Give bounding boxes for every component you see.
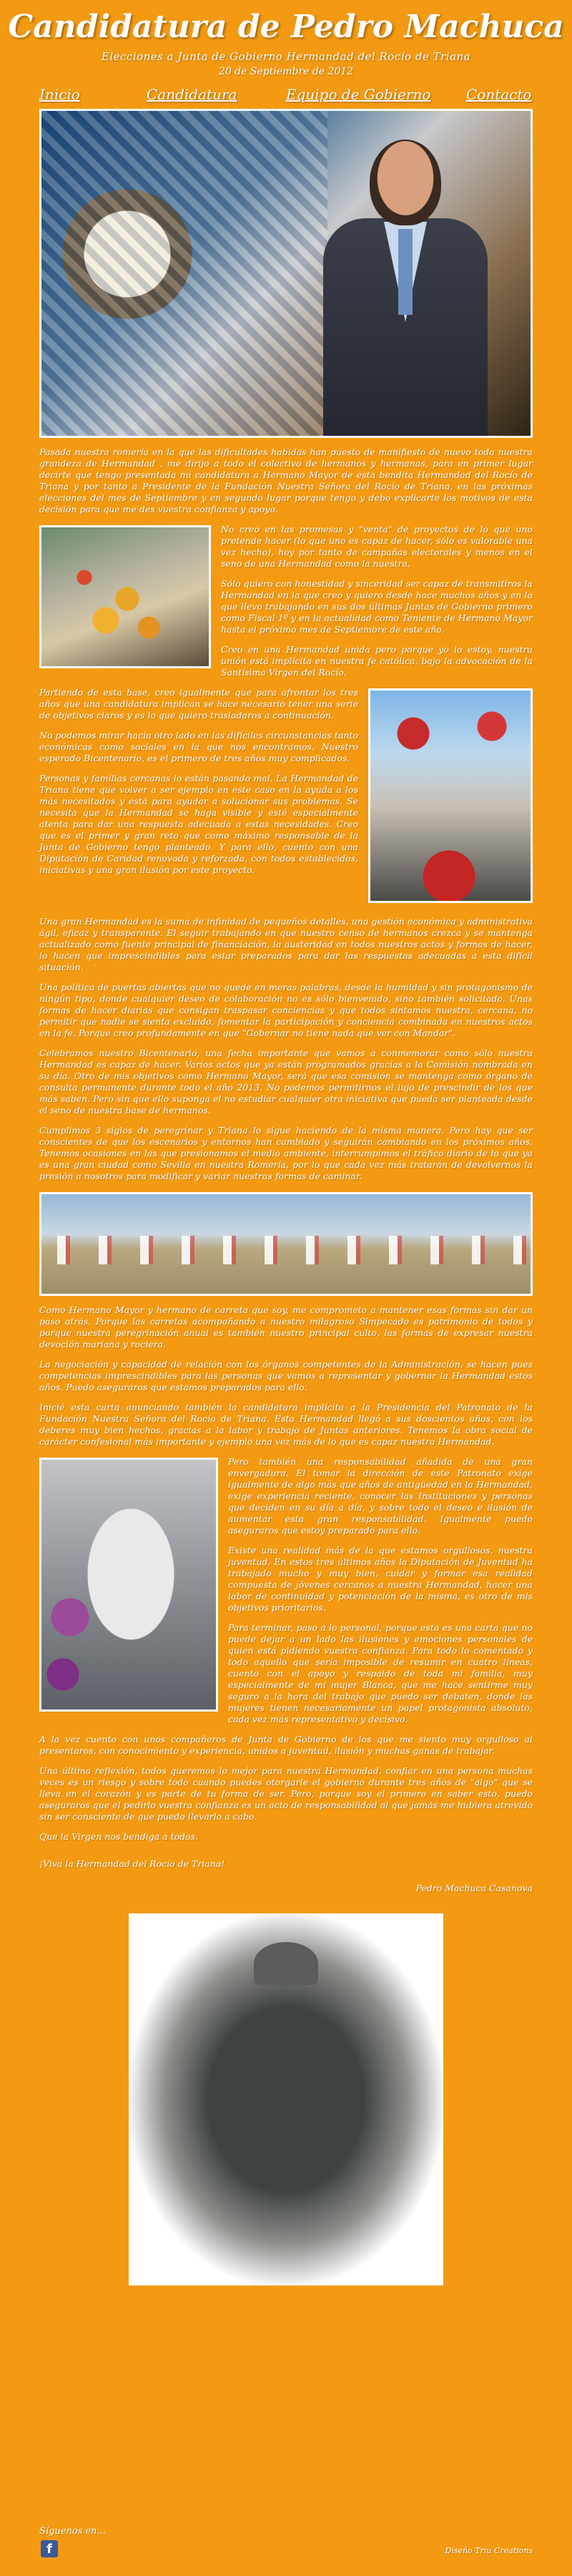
- silver-altar-photo: [39, 1458, 218, 1712]
- oranges-photo: [39, 525, 211, 668]
- paragraph: Existe una realidad más de la que estamos orgullosos, nuestra juventud. En estos tres últimos años la Diputación de Juventud ha trabajado mucho y muy bien, cuidar y formar esa realidad compuesta de jóvenes cercanos a nuestra Hermandad, hacer una labor de continuidad y potenciación de la misma, es otro de mis objetivos prioritarios.: [228, 1545, 533, 1613]
- nav-equipo-de-gobierno[interactable]: Equipo de Gobierno: [286, 86, 431, 103]
- nav-candidatura[interactable]: Candidatura: [147, 86, 237, 103]
- paragraph: Cumplimos 3 siglos de peregrinar y Triana lo sigue haciendo de la misma manera. Pero hay que ser conscientes de que los escenarios y entornos han cambiado y seguirán cambiando en los próximos años. Tenemos ocasiones en las que presionamos el medio ambiente, interrumpimos el tráfico diario de lo que ya es una gran ciudad como Sevilla en nuestra Romería, por lo que cada vez más tratarán de devolvernos la presión a nosotros para modificar y variar nuestras formas de caminar.: [39, 1125, 533, 1181]
- virgin-shrine-photo: [129, 1913, 443, 2285]
- paragraph: Una última reflexión, todos queremos lo mejor para nuestra Hermandad, confiar en una persona muchas veces es un riesgo y sobre todo cuando puedes otorgarle el gobierno durante tres años de "algo" que se lleva en el corazón y es parte de tu forma de ser. Pero, porque soy el primero en saber esto, puedo aseguraros que el pedirlo vuestra confianza es un acto de responsabilidad al que jamás me hubiera atrevido sin ser consciente de que puedo llevarlo a cabo.: [39, 1765, 533, 1822]
- follow-us-label: Síguenos en...: [39, 2526, 106, 2537]
- election-date: 20 de Septiembre de 2012: [218, 66, 354, 77]
- paragraph: Celebramos nuestro Bicentenario, una fecha importante que vamos a conmemorar como sólo nuestra Hermandad es capaz de hacer. Varios actos que ya están programados gracias a la Comisión nombrada en su día. Otro de mis objetivos como Hermano Mayor, será que esa comisión se mantenga como órgano de consulta permanente durante todo el año 2013. No podemos permitirnos el lujo de prescindir de los que más saben. Pero sin que ello suponga el no estudiar cualquier otra iniciativa que pueda ser planteada desde el seno de nuestra base de hermanos.: [39, 1048, 533, 1116]
- simpecado-carriage-photo: [368, 688, 533, 903]
- tie-shape: [398, 229, 413, 315]
- paragraph: La negociación y capacidad de relación con los órganos competentes de la Administración, se hacen pues competencias imprescindibles para las personas que vamos a representar y gobernar la Hermandad estos años. Puedo aseguraros que estamos preparados para ello.: [39, 1359, 533, 1392]
- facebook-icon[interactable]: f: [41, 2540, 58, 2557]
- signature: Pedro Machuca Casanova: [415, 1883, 533, 1893]
- site-footer: [39, 2526, 533, 2569]
- paragraph: Personas y familias cercanas lo están pasando mal. La Hermandad de Triana tiene que volver a ser ejemplo en este caso en la ayuda a los más necesitados y está para ayudar a solucionar sus problemas. Se necesita que la Hermandad se haga visible y esté especialmente atenta para dar una respuesta adecuada a estas necesidades. Creo que es el primer y gran reto que como máximo responsable de la Junta de Gobierno tengo planteado. Y para ello, cuento con una Diputación de Caridad renovada y reforzada, con todos establecidos, iniciativas y una gran ilusión por este proyecto.: [39, 773, 358, 875]
- main-nav: [0, 83, 572, 104]
- paragraph: No creo en las promesas y "venta" de proyectos de lo que uno pretende hacer (lo que uno es capaz de hacer, sólo es valorable una vez hecho), hoy por tanto de campañas electorales y menos en el seno de una Hermandad como la nuestra.: [221, 524, 533, 569]
- main-content: [39, 109, 533, 2285]
- paragraph: Sólo quiero con honestidad y sinceridad ser capaz de transmitiros la Hermandad en la que creo y quiero desde hace muchos años y en la que llevo trabajando en sus dos últimas Juntas de Gobierno primero como Fiscal 1º y en la actualidad como Teniente de Hermano Mayor hasta el próximo mes de Septiembre de este año.: [221, 578, 533, 635]
- paragraph: Creo en una Hermandad unida pero porque yo lo estoy, nuestra unión está implícita en nuestra fe católica, bajo la advocación de la Santísima Virgen del Rocío.: [221, 644, 533, 678]
- candidate-portrait: [323, 132, 488, 438]
- paragraph: Una política de puertas abiertas que no quede en meras palabras, desde la humildad y sin protagonismo de ningún tipo, donde cualquier deseo de colaboración no es sólo bienvenido, sino también solicitado. Unas formas de hacer diarias que consigan traspasar conciencias y que todos sintamos nuestra, cercana, no permitir que nadie se sienta excluido, fomentar la participación y conciencia combinada en nuestros actos en la fe. Porque creo profundamente en que "Gobernar no tiene nada que ver con Mandar".: [39, 982, 533, 1038]
- head-shape: [370, 140, 441, 225]
- paragraph: Partiendo de esta base, creo igualmente que para afrontar los tres años que una candidatura implican se hace necesario tener una serie de objetivos claros y es lo que quiero trasladaros a continuación.: [39, 687, 358, 721]
- paragraph: Pasada nuestra romería en la que las dificultades habidas han puesto de manifiesto de nuevo toda nuestra grandeza de Hermandad , me dirijo a todo el colectivo de hermanos y hermanas, para en primer lugar decirte que tengo presentada mi candidatura a Hermano Mayor de esta bendita Hermandad del Rocío de Triana y por tanto a Presidente de la Fundación Nuestra Señora del Rocío de Triana, en las próximas elecciones del mes de Septiembre y en segundo lugar porque tengo y debo explicarte los motivos de esta decisión para que me des vuestra confianza y apoyo.: [39, 447, 533, 514]
- site-title: Candidatura de Pedro Machuca: [8, 9, 564, 45]
- paragraph: Para terminar, paso a lo personal, porque esta es una carta que no puede dejar a un lado las ilusiones y emociones personales de quien está pidiendo vuestra confianza. Para todo lo comentado y todo aquello que sería imposible de resumir en cuatro líneas, cuento con el apoyo y respaldo de toda mi familia, muy especialmente de mi mujer Blanca, que me hace sentirme muy seguro a la hora del trabajo que puedo ser debaten, donde las mujeres tienen necesariamente un papel protagonista absoluto, cada vez más representativo y decisivo.: [228, 1622, 533, 1724]
- site-subtitle: Elecciones a Junta de Gobierno Hermandad del Rocío de Triana: [101, 50, 471, 63]
- site-header: [0, 0, 572, 107]
- paragraph: Inicié esta carta anunciando también la candidatura implícita a la Presidencia del Patronato de la Fundación Nuestra Señora del Rocío de Triana. Esta Hermandad llegó a sus doscientos años, con los deberes muy bien hechos, gracias a la labor y trabajo de Juntas anteriores. Tenemos la obra social de carácter confesional más importante y ejemplo una vez más de lo que es capaz nuestra Hermandad.: [39, 1402, 533, 1447]
- hero-photo-candidate: [39, 109, 533, 438]
- paragraph: A la vez cuento con unos compañeros de Junta de Gobierno de los que me siento muy orgulloso al presentaros, con conocimiento y experiencia, unidos a juventud, ilusión y muchas ganas de trabajar.: [39, 1734, 533, 1756]
- paragraph: Pero también una responsabilidad añadida de una gran envergadura. El tomar la dirección de este Patronato exige igualmente de algo más que años de antigüedad en la Hermandad, exige experiencia reciente, conocer las Instituciones y personas que deciden en su día a día, y sobre todo el deseo e ilusión de aumentar esta gran responsabilidad. Igualmente puedo aseguraros que estoy preparado para ello.: [228, 1456, 533, 1536]
- design-credits: Diseño Triu Creations: [445, 2546, 533, 2555]
- paragraph: No podemos mirar hacia otro lado en las difíciles circunstancias tanto económicas como sociales en la que nos encontramos. Nuestro esperado Bicentenario, es el primero de tres años muy complicados.: [39, 730, 358, 763]
- closing-cheer: ¡Viva la Hermandad del Rocío de Triana!: [39, 1858, 225, 1869]
- tile-mural-image: [41, 111, 327, 438]
- pilgrimage-wagons-photo: [39, 1192, 533, 1296]
- paragraph: Una gran Hermandad es la suma de infinidad de pequeños detalles, una gestión económica y administrativa ágil, eficaz y transparente. El seguir trabajando en que nuestro censo de hermanos crezca y se mantenga actualizado como fuente principal de financiación, la austeridad en todos nuestros actos y formas de hacer, lo hacen que imprescindibles para estar preparados para dar las respuestas adecuadas a esta difícil situación.: [39, 916, 533, 972]
- nav-contacto[interactable]: Contacto: [466, 86, 532, 103]
- crown-shape: [254, 1942, 318, 1985]
- paragraph: Que la Virgen nos bendiga a todos.: [39, 1831, 199, 1842]
- paragraph: Como Hermano Mayor y hermano de carreta que soy, me comprometo a mantener esas formas sin dar un paso atrás. Porque las carretas acompañando a nuestro milagroso Simpecado es patrimonio de todos y porque nuestra peregrinación anual es también nuestro principal culto, las formas de expresar nuestra devoción mariana y rociera.: [39, 1304, 533, 1350]
- nav-inicio[interactable]: Inicio: [39, 86, 80, 103]
